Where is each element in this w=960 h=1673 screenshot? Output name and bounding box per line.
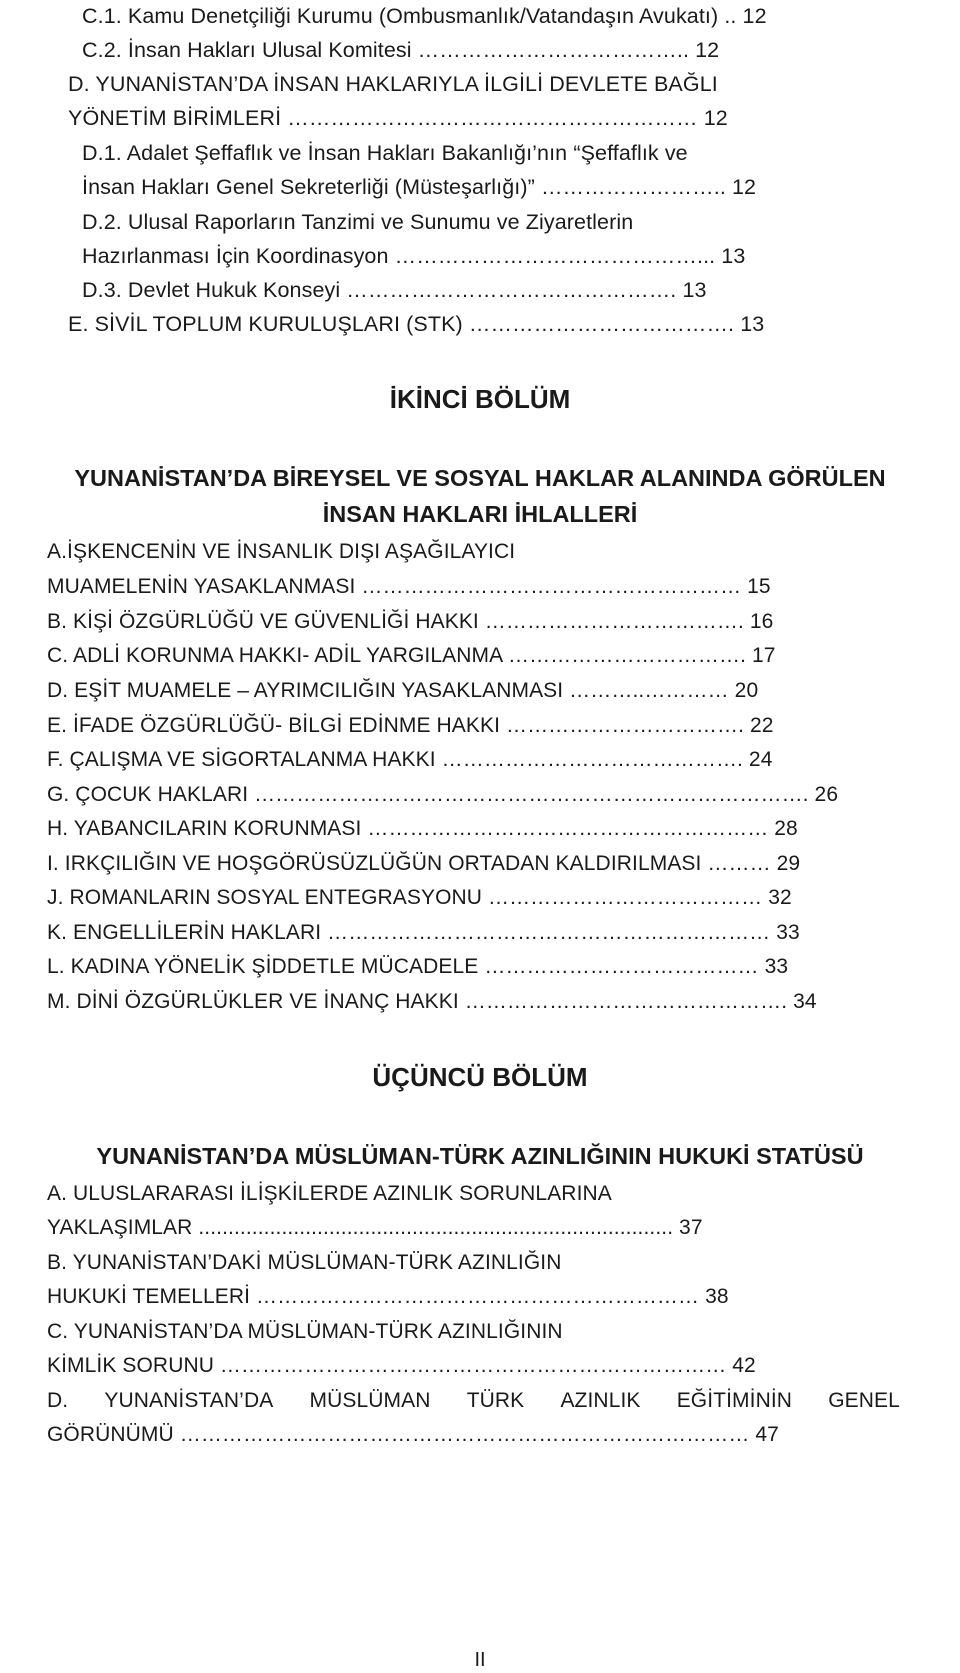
part3-title: ÜÇÜNCÜ BÖLÜM: [372, 1062, 588, 1092]
part2-entry-i: I. IRKÇILIĞIN VE HOŞGÖRÜSÜZLÜĞÜN ORTADAN KALDIRILMASI ……… 29: [47, 852, 801, 875]
word: GENEL: [828, 1389, 900, 1412]
part2-entry-a-line2: MUAMELENİN YASAKLANMASI ……………………………………………… 15: [47, 575, 771, 598]
part3-entry-c-line1: C. YUNANİSTAN’DA MÜSLÜMAN-TÜRK AZINLIĞININ: [47, 1320, 563, 1343]
part3-entry-a-line2: YAKLAŞIMLAR ................................................................................ 37: [47, 1216, 703, 1239]
word: YUNANİSTAN’DA: [104, 1389, 274, 1412]
part3-subtitle: YUNANİSTAN’DA MÜSLÜMAN-TÜRK AZINLIĞININ HUKUKİ STATÜSÜ: [96, 1143, 864, 1169]
part3-entry-a-line1: A. ULUSLARARASI İLİŞKİLERDE AZINLIK SORUNLARINA: [47, 1182, 612, 1205]
word: MÜSLÜMAN: [309, 1389, 431, 1412]
word: AZINLIK: [560, 1389, 641, 1412]
part2-entry-g: G. ÇOCUK HAKLARI ……………………………………………………………………. 26: [47, 783, 839, 806]
part2-entry-m: M. DİNİ ÖZGÜRLÜKLER VE İNANÇ HAKKI ………………………………………. 34: [47, 990, 817, 1013]
toc-entry-d-line2: YÖNETİM BİRİMLERİ ………………………………………………… 12: [68, 106, 728, 130]
part2-entry-l: L. KADINA YÖNELİK ŞİDDETLE MÜCADELE ………………………………… 33: [47, 955, 789, 978]
part2-subtitle-line2: İNSAN HAKLARI İHLALLERİ: [322, 501, 638, 527]
word: EĞİTİMİNİN: [676, 1389, 793, 1412]
part2-entry-k: K. ENGELLİLERİN HAKLARI ……………………………………………………… 33: [47, 921, 800, 944]
toc-entry-e: E. SİVİL TOPLUM KURULUŞLARI (STK) ………………………………. 13: [68, 312, 765, 336]
toc-entry-d1-line1: D.1. Adalet Şeffaflık ve İnsan Hakları Bakanlığı’nın “Şeffaflık ve: [82, 141, 688, 165]
part3-entry-c-line2: KİMLİK SORUNU ……………………………………………………………… 42: [47, 1354, 756, 1377]
part2-entry-b: B. KİŞİ ÖZGÜRLÜĞÜ VE GÜVENLİĞİ HAKKI ………………………………. 16: [47, 610, 774, 633]
part3-entry-b-line1: B. YUNANİSTAN’DAKİ MÜSLÜMAN-TÜRK AZINLIĞIN: [47, 1251, 562, 1274]
part2-entry-j: J. ROMANLARIN SOSYAL ENTEGRASYONU ………………………………… 32: [47, 886, 792, 909]
part3-entry-d-line2: GÖRÜNÜMÜ ……………………………………………………………………… 47: [47, 1423, 779, 1446]
part2-entry-h: H. YABANCILARIN KORUNMASI ………………………………………………… 28: [47, 817, 798, 840]
toc-entry-d1-line2: İnsan Hakları Genel Sekreterliği (Müsteşarlığı)” …………………….. 12: [82, 175, 757, 199]
part3-entry-d-line1: [47, 1387, 900, 1415]
part2-title: İKİNCİ BÖLÜM: [389, 384, 571, 414]
part2-entry-a-line1: A.İŞKENCENİN VE İNSANLIK DIŞI AŞAĞILAYICI: [47, 540, 516, 563]
part2-entry-f: F. ÇALIŞMA VE SİGORTALANMA HAKKI ……………………………………. 24: [47, 748, 773, 771]
part2-entry-d: D. EŞİT MUAMELE – AYRIMCILIĞIN YASAKLANMASI ………..………… 20: [47, 679, 759, 702]
toc-entry-d2-line1: D.2. Ulusal Raporların Tanzimi ve Sunumu ve Ziyaretlerin: [82, 210, 634, 234]
word: TÜRK: [466, 1389, 525, 1412]
toc-entry-d3: D.3. Devlet Hukuk Konseyi ………………………………………. 13: [82, 278, 707, 302]
part2-subtitle-line1: YUNANİSTAN’DA BİREYSEL VE SOSYAL HAKLAR ALANINDA GÖRÜLEN: [74, 465, 886, 491]
toc-entry-c1: C.1. Kamu Denetçiliği Kurumu (Ombusmanlık/Vatandaşın Avukatı) .. 12: [82, 4, 767, 28]
word: D.: [47, 1389, 69, 1412]
toc-entry-d2-line2: Hazırlanması İçin Koordinasyon ……………………………………... 13: [82, 244, 746, 268]
toc-entry-d-line1: D. YUNANİSTAN’DA İNSAN HAKLARIYLA İLGİLİ DEVLETE BAĞLI: [68, 72, 718, 96]
part2-entry-c: C. ADLİ KORUNMA HAKKI- ADİL YARGILANMA ……………………………. 17: [47, 644, 776, 667]
part3-entry-b-line2: HUKUKİ TEMELLERİ ……………………………………………………… 38: [47, 1285, 729, 1308]
toc-entry-c2: C.2. İnsan Hakları Ulusal Komitesi ……………………………….. 12: [82, 38, 720, 62]
page-number: II: [474, 1649, 486, 1671]
part2-entry-e: E. İFADE ÖZGÜRLÜĞÜ- BİLGİ EDİNME HAKKI ……………………………. 22: [47, 714, 774, 737]
